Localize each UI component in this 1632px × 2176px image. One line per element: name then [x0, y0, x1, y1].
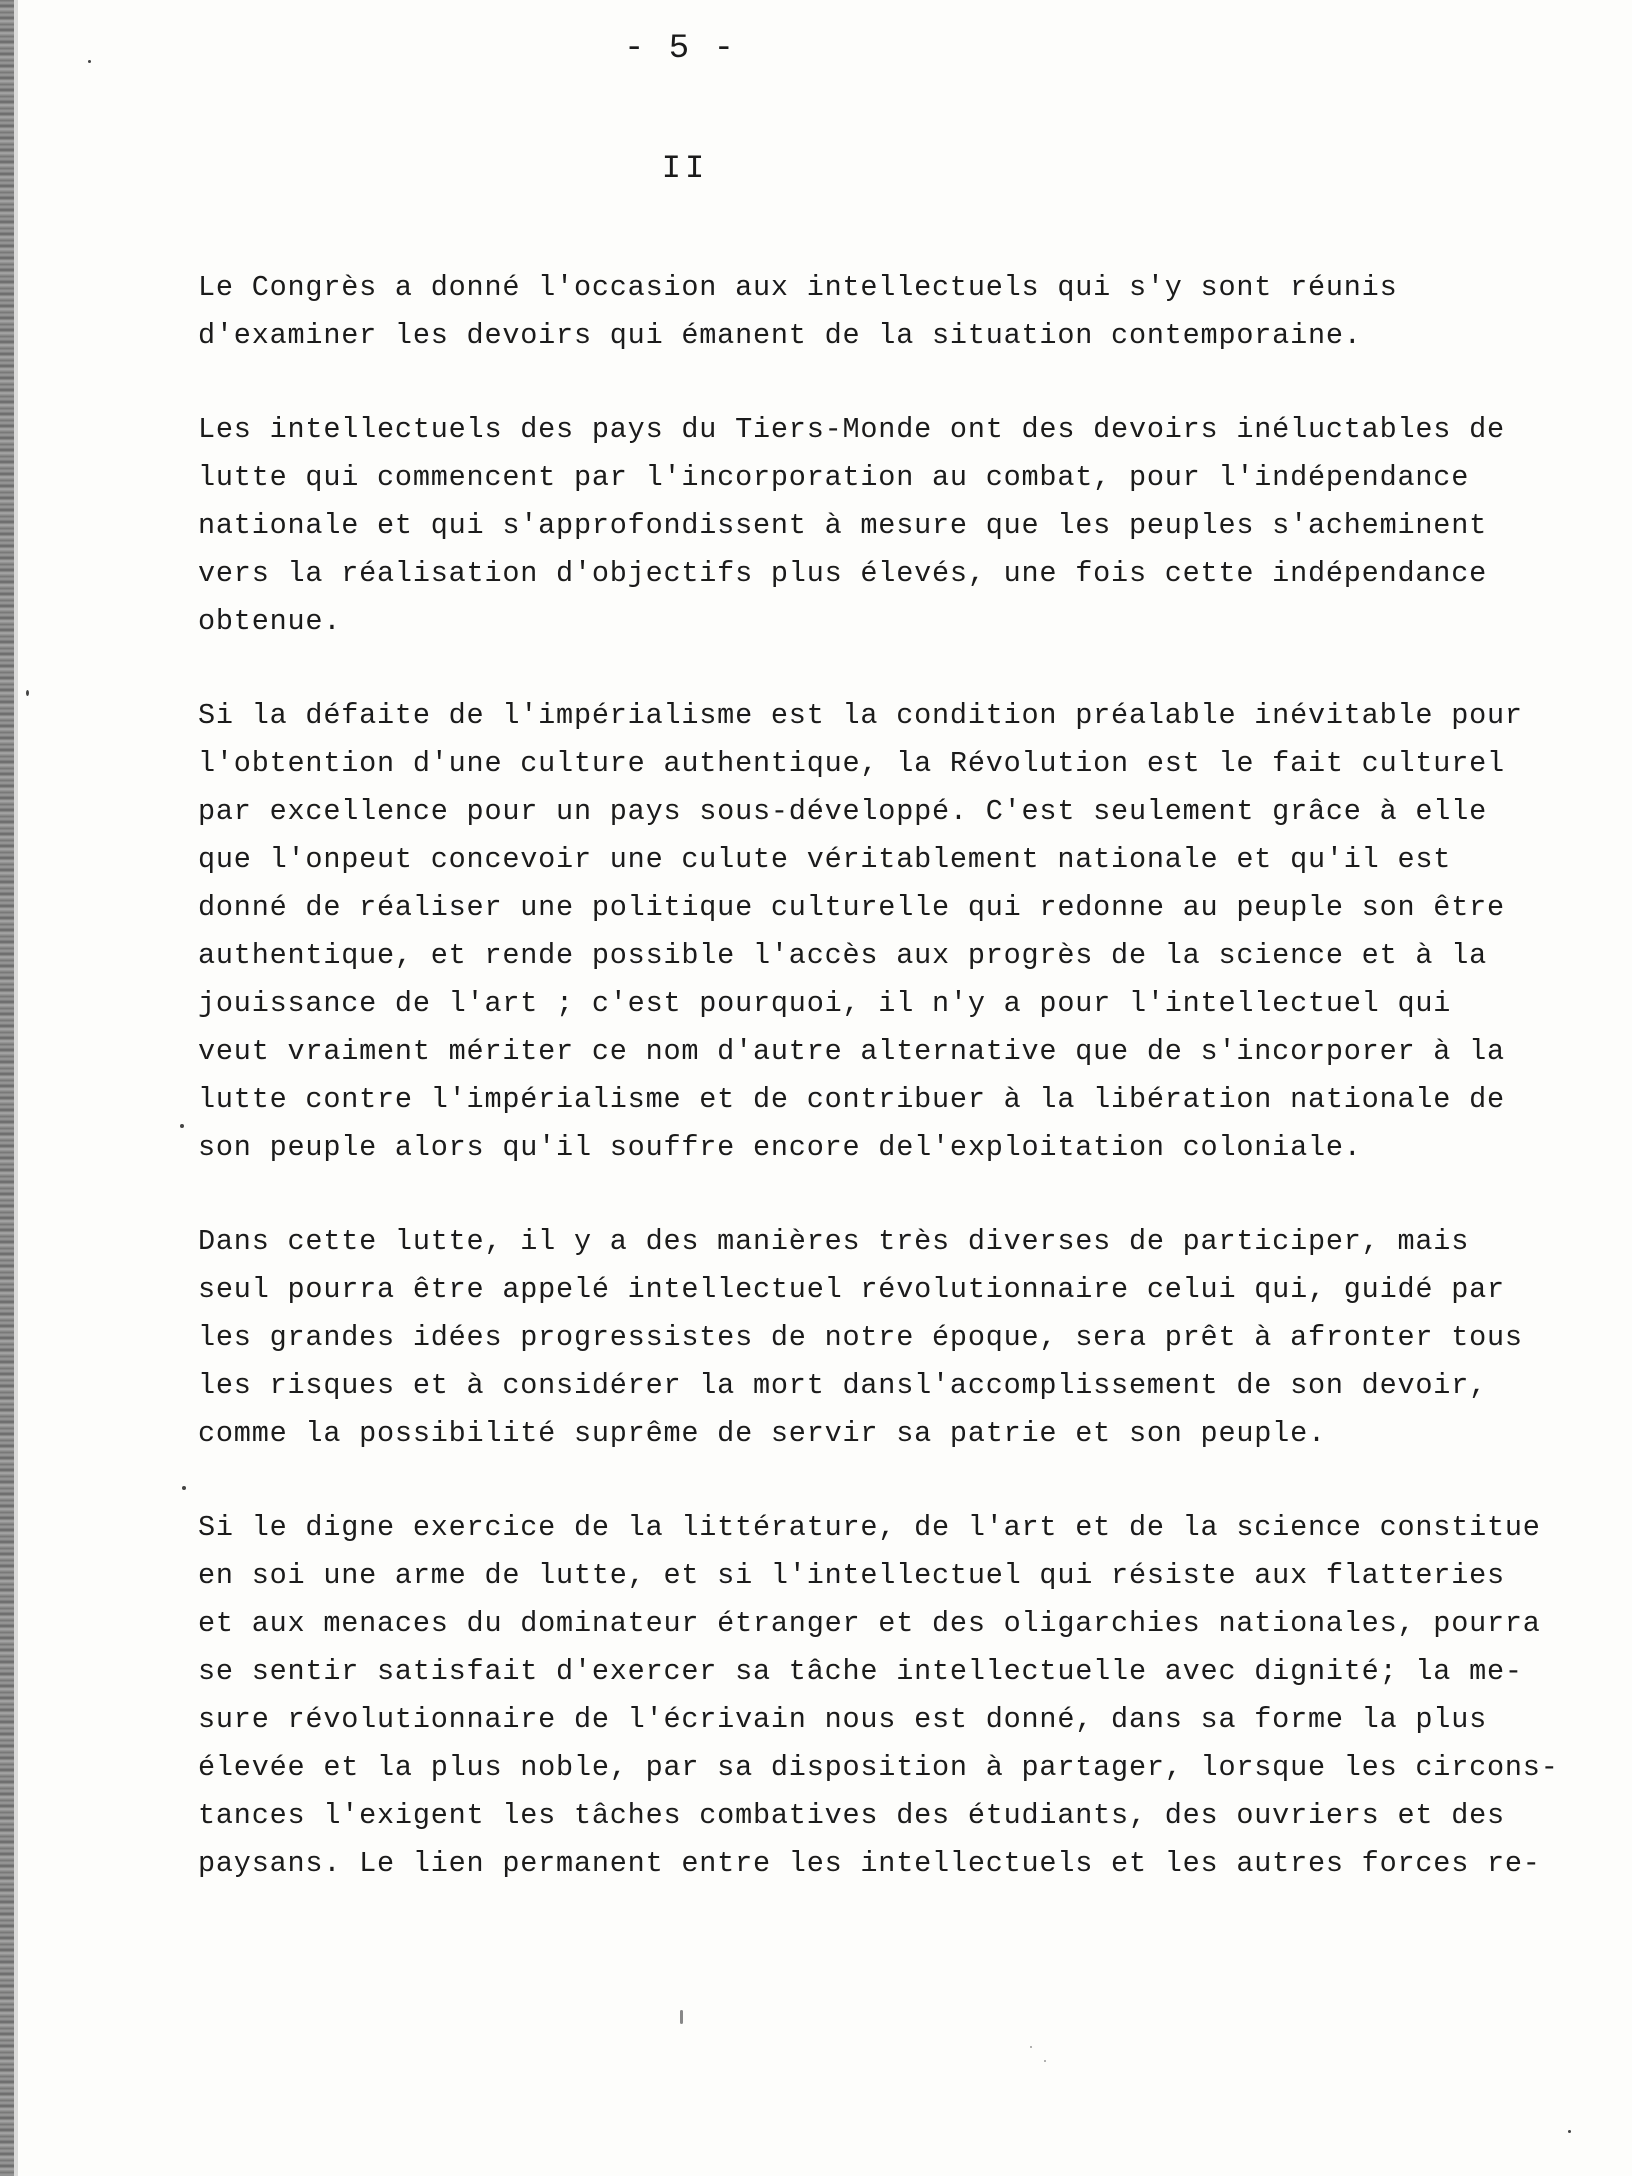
paragraph-2 [198, 406, 1598, 646]
text-line: en soi une arme de lutte, et si l'intellectuel qui résiste aux flatteries [198, 1559, 1505, 1592]
body-text [198, 264, 1598, 1934]
section-heading: II [661, 150, 709, 187]
text-line: sure révolutionnaire de l'écrivain nous est donné, dans sa forme la plus [198, 1703, 1487, 1736]
text-line: son peuple alors qu'il souffre encore del'exploitation coloniale. [198, 1131, 1362, 1164]
text-line: donné de réaliser une politique culturelle qui redonne au peuple son être [198, 891, 1505, 924]
scan-speck [88, 60, 91, 63]
text-line: lutte contre l'impérialisme et de contribuer à la libération nationale de [198, 1083, 1505, 1116]
text-line: Dans cette lutte, il y a des manières très diverses de participer, mais [198, 1225, 1470, 1258]
scan-speck [1030, 2046, 1032, 2048]
text-line: comme la possibilité suprême de servir sa patrie et son peuple. [198, 1417, 1326, 1450]
scan-binding-shadow [14, 0, 18, 2176]
paragraph-3 [198, 692, 1598, 1172]
text-line: vers la réalisation d'objectifs plus élevés, une fois cette indépendance [198, 557, 1487, 590]
text-line: jouissance de l'art ; c'est pourquoi, il n'y a pour l'intellectuel qui [198, 987, 1452, 1020]
text-line: veut vraiment mériter ce nom d'autre alternative que de s'incorporer à la [198, 1035, 1505, 1068]
paragraph-1 [198, 264, 1598, 360]
text-line: seul pourra être appelé intellectuel révolutionnaire celui qui, guidé par [198, 1273, 1505, 1306]
text-line: se sentir satisfait d'exercer sa tâche intellectuelle avec dignité; la me- [198, 1655, 1523, 1688]
text-line: nationale et qui s'approfondissent à mesure que les peuples s'acheminent [198, 509, 1487, 542]
text-line: obtenue. [198, 605, 342, 638]
scan-speck [26, 690, 29, 696]
text-line: et aux menaces du dominateur étranger et des oligarchies nationales, pourra [198, 1607, 1541, 1640]
paragraph-4 [198, 1218, 1598, 1458]
text-line: authentique, et rende possible l'accès aux progrès de la science et à la [198, 939, 1487, 972]
text-line: Le Congrès a donné l'occasion aux intellectuels qui s'y sont réunis [198, 271, 1398, 304]
scan-speck [1044, 2060, 1046, 2062]
text-line: les grandes idées progressistes de notre époque, sera prêt à afronter tous [198, 1321, 1523, 1354]
scan-speck [1568, 2130, 1571, 2133]
scan-binding-edge [0, 0, 14, 2176]
text-line: lutte qui commencent par l'incorporation au combat, pour l'indépendance [198, 461, 1470, 494]
text-line: tances l'exigent les tâches combatives des étudiants, des ouvriers et des [198, 1799, 1505, 1832]
page-number: - 5 - [623, 30, 737, 68]
scan-speck [182, 1486, 186, 1490]
text-line: élevée et la plus noble, par sa disposition à partager, lorsque les circons- [198, 1751, 1559, 1784]
text-line: l'obtention d'une culture authentique, la Révolution est le fait culturel [198, 747, 1505, 780]
text-line: par excellence pour un pays sous-développé. C'est seulement grâce à elle [198, 795, 1487, 828]
paragraph-5 [198, 1504, 1598, 1888]
scan-speck [680, 2010, 683, 2024]
text-line: paysans. Le lien permanent entre les intellectuels et les autres forces re- [198, 1847, 1541, 1880]
text-line: Si la défaite de l'impérialisme est la condition préalable inévitable pour [198, 699, 1523, 732]
text-line: que l'onpeut concevoir une culute véritablement nationale et qu'il est [198, 843, 1452, 876]
scan-speck [180, 1124, 184, 1128]
text-line: d'examiner les devoirs qui émanent de la situation contemporaine. [198, 319, 1362, 352]
text-line: Les intellectuels des pays du Tiers-Monde ont des devoirs inéluctables de [198, 413, 1505, 446]
text-line: Si le digne exercice de la littérature, de l'art et de la science constitue [198, 1511, 1541, 1544]
text-line: les risques et à considérer la mort dansl'accomplissement de son devoir, [198, 1369, 1487, 1402]
